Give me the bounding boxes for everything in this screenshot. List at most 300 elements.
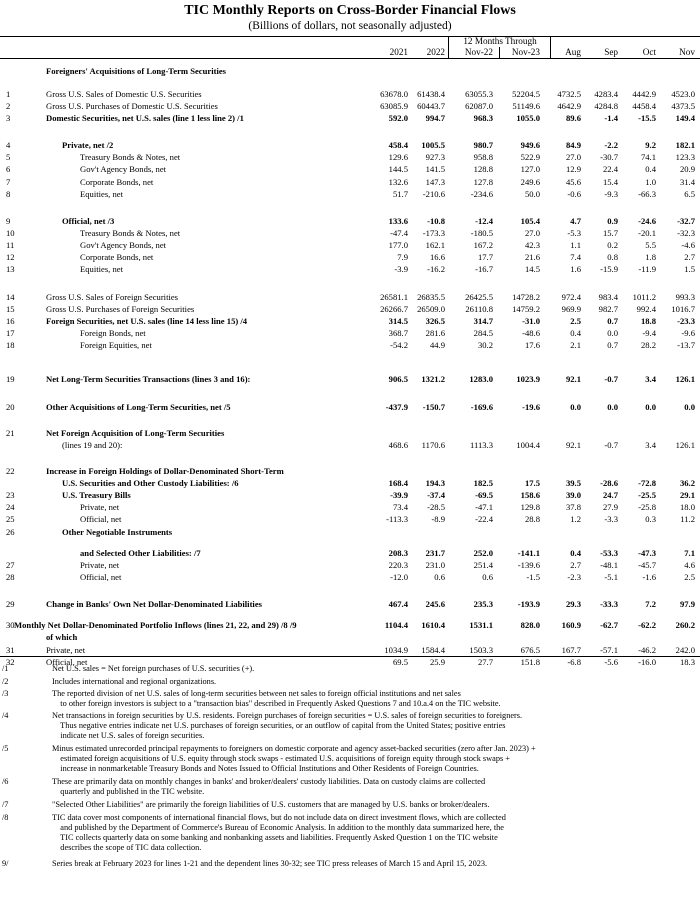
cell-value: 30.2	[477, 340, 493, 350]
cell-value: 9.2	[645, 140, 656, 150]
row-label: Corporate Bonds, net	[80, 252, 154, 262]
cell-value: 24.7	[602, 490, 618, 500]
cell-value: 7.4	[570, 252, 581, 262]
table-row	[0, 527, 700, 538]
cell-value: -25.8	[638, 502, 656, 512]
row-number: 14	[6, 292, 15, 302]
row-label: Gross U.S. Purchases of Foreign Securities	[46, 304, 195, 314]
row-label: (lines 19 and 20):	[62, 440, 123, 450]
table-row	[0, 478, 700, 489]
cell-value: 74.1	[640, 152, 656, 162]
footnote-mark: /5	[2, 744, 9, 753]
row-number: 17	[6, 328, 15, 338]
cell-value: 251.4	[473, 560, 493, 570]
footnote-text: Includes international and regional organizations.	[52, 677, 217, 686]
cell-value: 6.5	[684, 189, 695, 199]
row-number: 25	[6, 514, 15, 524]
cell-value: 17.7	[477, 252, 493, 262]
cell-value: 18.3	[679, 657, 695, 667]
row-number: 15	[6, 304, 15, 314]
cell-value: -10.8	[427, 216, 445, 226]
cell-value: -437.9	[385, 402, 408, 412]
cell-value: 63678.0	[380, 89, 408, 99]
cell-value: -25.5	[638, 490, 656, 500]
cell-value: 151.8	[520, 657, 540, 667]
cell-value: 4523.0	[671, 89, 695, 99]
cell-value: 29.3	[565, 599, 581, 609]
table-row	[0, 101, 700, 112]
footnote-mark: /3	[2, 689, 9, 698]
twelve-months-left-border	[448, 36, 449, 58]
row-label: Other Acquisitions of Long-Term Securities, net /5	[46, 402, 231, 412]
cell-value: -8.9	[431, 514, 445, 524]
table-row	[0, 89, 700, 100]
cell-value: 983.4	[598, 292, 618, 302]
report-subtitle: (Billions of dollars, not seasonally adjusted)	[248, 20, 452, 32]
footnote	[0, 777, 700, 797]
cell-value: 18.8	[640, 316, 656, 326]
footnote	[0, 813, 700, 853]
cell-value: 249.6	[520, 177, 540, 187]
cell-value: 0.4	[645, 164, 656, 174]
header-top-rule	[0, 36, 700, 37]
footnote	[0, 664, 700, 674]
cell-value: -69.5	[475, 490, 493, 500]
row-number: 23	[6, 490, 15, 500]
cell-value: -62.2	[638, 620, 656, 630]
cell-value: 969.9	[561, 304, 581, 314]
column-header: Aug	[565, 47, 581, 57]
cell-value: -1.5	[526, 572, 540, 582]
row-number: 6	[6, 164, 11, 174]
cell-value: 1034.9	[384, 645, 408, 655]
cell-value: 132.6	[388, 177, 408, 187]
cell-value: 92.1	[565, 374, 581, 384]
cell-value: 92.1	[565, 440, 581, 450]
table-row	[0, 264, 700, 275]
cell-value: 160.9	[561, 620, 581, 630]
table-row	[0, 316, 700, 327]
cell-value: 27.0	[565, 152, 581, 162]
row-label: Net Foreign Acquisition of Long-Term Securities	[46, 428, 225, 438]
table-row	[0, 252, 700, 263]
footnote-mark: /2	[2, 677, 9, 686]
cell-value: 1610.4	[421, 620, 445, 630]
cell-value: 828.0	[520, 620, 540, 630]
row-label: Gross U.S. Purchases of Domestic U.S. Securities	[46, 101, 218, 111]
twelve-months-header: 12 Months Through	[463, 36, 537, 46]
cell-value: 123.3	[675, 152, 695, 162]
table-row	[0, 66, 700, 77]
footnote-text: These are primarily data on monthly changes in banks' and broker/dealers' custody liabilities. Data on custody claims are collected	[52, 777, 486, 786]
cell-value: 0.0	[607, 328, 618, 338]
cell-value: 141.5	[425, 164, 445, 174]
cell-value: 4284.8	[594, 101, 618, 111]
cell-value: 26835.5	[417, 292, 445, 302]
cell-value: 12.9	[565, 164, 581, 174]
cell-value: -0.7	[604, 374, 618, 384]
row-number: 18	[6, 340, 15, 350]
cell-value: 0.0	[607, 402, 618, 412]
cell-value: 1005.5	[421, 140, 445, 150]
cell-value: 126.1	[675, 374, 695, 384]
row-label: Official, net	[46, 657, 88, 667]
cell-value: 162.1	[425, 240, 445, 250]
cell-value: 245.6	[425, 599, 445, 609]
table-row	[0, 164, 700, 175]
cell-value: -173.3	[422, 228, 445, 238]
footnote	[0, 711, 700, 741]
table-row	[0, 374, 700, 385]
cell-value: 314.7	[473, 316, 493, 326]
cell-value: 0.3	[645, 514, 656, 524]
cell-value: 993.3	[675, 292, 695, 302]
cell-value: 7.9	[397, 252, 408, 262]
cell-value: 168.4	[388, 478, 408, 488]
cell-value: -62.7	[600, 620, 618, 630]
cell-value: 1004.4	[516, 440, 540, 450]
cell-value: 1170.6	[421, 440, 445, 450]
cell-value: -32.7	[677, 216, 695, 226]
cell-value: 0.6	[434, 572, 445, 582]
cell-value: -3.3	[604, 514, 618, 524]
footnote	[0, 689, 700, 709]
footnote-text: increase in nonmarketable Treasury Bonds and Notes Issued to Official Institutions and Other Residents of Foreign Countries.	[52, 764, 479, 773]
column-header: Nov	[679, 47, 695, 57]
cell-value: 14759.2	[512, 304, 540, 314]
row-label: Other Negotiable Instruments	[62, 527, 173, 537]
cell-value: -15.9	[600, 264, 618, 274]
row-number: 19	[6, 374, 15, 384]
table-row	[0, 490, 700, 501]
cell-value: -150.7	[422, 402, 445, 412]
cell-value: 28.8	[524, 514, 540, 524]
cell-value: -57.1	[600, 645, 618, 655]
cell-value: 177.0	[388, 240, 408, 250]
cell-value: 0.4	[570, 328, 581, 338]
table-row	[0, 645, 700, 656]
cell-value: 45.6	[565, 177, 581, 187]
cell-value: -113.3	[386, 514, 408, 524]
cell-value: -47.1	[475, 502, 493, 512]
cell-value: -5.6	[604, 657, 618, 667]
cell-value: 25.9	[429, 657, 445, 667]
cell-value: -1.4	[604, 113, 618, 123]
cell-value: -12.4	[475, 216, 493, 226]
cell-value: 1531.1	[469, 620, 493, 630]
cell-value: 182.5	[473, 478, 493, 488]
table-row	[0, 177, 700, 188]
cell-value: -30.7	[600, 152, 618, 162]
row-number: 13	[6, 264, 15, 274]
row-number: 9	[6, 216, 11, 226]
table-row	[0, 560, 700, 571]
cell-value: 0.4	[570, 548, 581, 558]
cell-value: 958.8	[473, 152, 493, 162]
row-label: Gov't Agency Bonds, net	[80, 164, 167, 174]
cell-value: -66.3	[638, 189, 656, 199]
cell-value: 31.4	[679, 177, 695, 187]
cell-value: 7.1	[684, 548, 695, 558]
cell-value: 0.7	[607, 340, 618, 350]
cell-value: 27.9	[602, 502, 618, 512]
table-row	[0, 514, 700, 525]
footnote-mark: /8	[2, 813, 9, 822]
cell-value: 4283.4	[594, 89, 618, 99]
table-row	[0, 620, 700, 631]
cell-value: -48.6	[522, 328, 540, 338]
cell-value: 26266.7	[380, 304, 408, 314]
footnote-text: Net transactions in foreign securities by U.S. residents. Foreign purchases of foreign securities = U.S. sales of foreign securities to foreigners.	[52, 711, 523, 720]
footnote-text: "Selected Other Liabilities" are primarily the foreign liabilities of U.S. customers that are managed by U.S. banks or broker/dealers.	[52, 800, 490, 809]
cell-value: 14.5	[524, 264, 540, 274]
cell-value: -72.8	[638, 478, 656, 488]
cell-value: 39.0	[565, 490, 581, 500]
cell-value: -48.1	[600, 560, 618, 570]
cell-value: 26425.5	[465, 292, 493, 302]
cell-value: 326.5	[425, 316, 445, 326]
cell-value: 522.9	[520, 152, 540, 162]
cell-value: 1.5	[684, 264, 695, 274]
table-row	[0, 189, 700, 200]
cell-value: 3.4	[645, 374, 656, 384]
cell-value: -16.2	[427, 264, 445, 274]
cell-value: 252.0	[473, 548, 493, 558]
table-row	[0, 502, 700, 513]
cell-value: 26509.0	[417, 304, 445, 314]
cell-value: -1.6	[642, 572, 656, 582]
row-number: 5	[6, 152, 11, 162]
table-row	[0, 548, 700, 559]
cell-value: 63055.3	[465, 89, 493, 99]
row-label: Gross U.S. Sales of Domestic U.S. Securities	[46, 89, 202, 99]
cell-value: -31.0	[522, 316, 540, 326]
cell-value: 144.5	[388, 164, 408, 174]
cell-value: 63085.9	[380, 101, 408, 111]
row-number: 27	[6, 560, 15, 570]
row-label: and Selected Other Liabilities: /7	[80, 548, 201, 558]
cell-value: -11.9	[638, 264, 656, 274]
row-number: 31	[6, 645, 15, 655]
cell-value: 4.7	[570, 216, 581, 226]
cell-value: 972.4	[561, 292, 581, 302]
cell-value: -193.9	[517, 599, 540, 609]
cell-value: -180.5	[470, 228, 493, 238]
cell-value: 0.0	[570, 402, 581, 412]
column-header: 2021	[389, 47, 408, 57]
cell-value: 0.8	[607, 252, 618, 262]
cell-value: 1503.3	[469, 645, 493, 655]
cell-value: -22.4	[475, 514, 493, 524]
row-number: 29	[6, 599, 15, 609]
cell-value: 4732.5	[557, 89, 581, 99]
cell-value: 281.6	[425, 328, 445, 338]
cell-value: 84.9	[565, 140, 581, 150]
footnote-text: Thus negative entries indicate net U.S. purchases of foreign securities, or an outflow of capital from the United States; positive entries	[52, 721, 506, 730]
cell-value: 18.0	[679, 502, 695, 512]
cell-value: 1023.9	[516, 374, 540, 384]
cell-value: 1.6	[570, 264, 581, 274]
column-header: Nov-22	[464, 47, 493, 57]
footnote	[0, 744, 700, 774]
cell-value: 182.1	[675, 140, 695, 150]
table-row	[0, 216, 700, 227]
table-row	[0, 304, 700, 315]
cell-value: 17.6	[524, 340, 540, 350]
cell-value: 158.6	[520, 490, 540, 500]
footnote-mark: /4	[2, 711, 9, 720]
cell-value: -234.6	[470, 189, 493, 199]
cell-value: 2.5	[570, 316, 581, 326]
footnote-text: indicate net U.S. sales of foreign securities.	[52, 731, 205, 740]
cell-value: -13.7	[677, 340, 695, 350]
cell-value: 27.0	[524, 228, 540, 238]
cell-value: 52204.5	[512, 89, 540, 99]
cell-value: 1055.0	[516, 113, 540, 123]
row-number: 4	[6, 140, 11, 150]
cell-value: -141.1	[517, 548, 540, 558]
cell-value: 36.2	[679, 478, 695, 488]
cell-value: 906.5	[388, 374, 408, 384]
footnote-text: Minus estimated unrecorded principal repayments to foreigners on domestic corporate and agency asset-backed securities (zero after Jan. 2023) +	[52, 744, 536, 753]
cell-value: 11.2	[680, 514, 695, 524]
cell-value: -47.3	[638, 548, 656, 558]
cell-value: 992.4	[636, 304, 656, 314]
table-bottom-rule	[0, 656, 700, 657]
cell-value: -9.3	[604, 189, 618, 199]
footnote-mark: /6	[2, 777, 9, 786]
cell-value: -19.6	[522, 402, 540, 412]
cell-value: 29.1	[679, 490, 695, 500]
row-label: Foreign Bonds, net	[80, 328, 146, 338]
column-header: Nov-23	[511, 47, 540, 57]
row-number: 12	[6, 252, 15, 262]
cell-value: -0.7	[604, 440, 618, 450]
row-number: 26	[6, 527, 15, 537]
cell-value: -12.0	[390, 572, 408, 582]
cell-value: -210.6	[422, 189, 445, 199]
footnote-text: to other foreign investors is subject to a "transaction bias" described in Frequently Asked Questions 7 and 10.a.4 on the TIC website.	[52, 699, 501, 708]
cell-value: 167.2	[473, 240, 493, 250]
row-number: 32	[6, 657, 15, 667]
cell-value: 97.9	[679, 599, 695, 609]
cell-value: 231.0	[425, 560, 445, 570]
cell-value: 592.0	[388, 113, 408, 123]
cell-value: 2.7	[684, 252, 695, 262]
row-number: 22	[6, 466, 15, 476]
row-label: Increase in Foreign Holdings of Dollar-Denominated Short-Term	[46, 466, 284, 476]
cell-value: 42.3	[524, 240, 540, 250]
row-label: Domestic Securities, net U.S. sales (line 1 less line 2) /1	[46, 113, 244, 123]
cell-value: -4.6	[681, 240, 695, 250]
row-label: U.S. Securities and Other Custody Liabilities: /6	[62, 478, 239, 488]
cell-value: -3.9	[394, 264, 408, 274]
cell-value: 105.4	[520, 216, 540, 226]
footnote-text: describes the scope of TIC data collection.	[52, 843, 202, 852]
cell-value: 1321.2	[421, 374, 445, 384]
cell-value: 149.4	[675, 113, 695, 123]
cell-value: -16.7	[475, 264, 493, 274]
cell-value: -2.2	[604, 140, 618, 150]
table-row	[0, 632, 700, 643]
cell-value: 468.6	[388, 440, 408, 450]
cell-value: 2.1	[570, 340, 581, 350]
row-number: 20	[6, 402, 15, 412]
cell-value: 4442.9	[632, 89, 656, 99]
table-row	[0, 152, 700, 163]
row-label: Monthly Net Dollar-Denominated Portfolio Inflows (lines 21, 22, and 29) /8 /9	[14, 620, 297, 630]
cell-value: 15.4	[602, 177, 618, 187]
cell-value: 0.2	[607, 240, 618, 250]
cell-value: 27.7	[477, 657, 493, 667]
row-label: Foreign Equities, net	[80, 340, 152, 350]
cell-value: 50.0	[524, 189, 540, 199]
footnote-text: Series break at February 2023 for lines 1-21 and the dependent lines 30-32; see TIC press releases of March 15 and April 15, 2023.	[52, 859, 488, 868]
cell-value: -24.6	[638, 216, 656, 226]
table-row	[0, 140, 700, 151]
header-bottom-rule	[0, 58, 700, 59]
row-number: 10	[6, 228, 15, 238]
cell-value: -37.4	[427, 490, 445, 500]
cell-value: -5.3	[567, 228, 581, 238]
cell-value: -33.3	[600, 599, 618, 609]
cell-value: -53.3	[600, 548, 618, 558]
row-number: 3	[6, 113, 11, 123]
footnote-text: The reported division of net U.S. sales of long-term securities between net sales to foreign official institutions and net sales	[52, 689, 461, 698]
row-number: 7	[6, 177, 11, 187]
cell-value: -46.2	[638, 645, 656, 655]
cell-value: 284.5	[473, 328, 493, 338]
cell-value: 982.7	[598, 304, 618, 314]
cell-value: -23.3	[677, 316, 695, 326]
cell-value: -0.6	[567, 189, 581, 199]
cell-value: 20.9	[679, 164, 695, 174]
cell-value: 1283.0	[469, 374, 493, 384]
cell-value: 51.7	[392, 189, 408, 199]
cell-value: 0.0	[645, 402, 656, 412]
row-number: 30	[6, 620, 15, 630]
table-row	[0, 292, 700, 303]
row-number: 21	[6, 428, 15, 438]
cell-value: 4373.5	[671, 101, 695, 111]
cell-value: 37.8	[565, 502, 581, 512]
cell-value: -32.3	[677, 228, 695, 238]
report-title: TIC Monthly Reports on Cross-Border Financial Flows	[184, 3, 516, 18]
row-number: 28	[6, 572, 15, 582]
cell-value: -5.1	[604, 572, 618, 582]
row-label: U.S. Treasury Bills	[62, 490, 131, 500]
cell-value: 1011.2	[632, 292, 656, 302]
cell-value: 62087.0	[465, 101, 493, 111]
row-number: 24	[6, 502, 15, 512]
cell-value: -45.7	[638, 560, 656, 570]
cell-value: 968.3	[473, 113, 493, 123]
cell-value: 1.1	[570, 240, 581, 250]
footnote-text: TIC collects quarterly data on some banking and nonbanking assets and liabilities. Frequently Asked Question 1 on the TIC website	[52, 833, 498, 842]
cell-value: 1.0	[645, 177, 656, 187]
cell-value: -47.4	[390, 228, 408, 238]
cell-value: 2.5	[684, 572, 695, 582]
cell-value: 89.6	[565, 113, 581, 123]
cell-value: 14728.2	[512, 292, 540, 302]
cell-value: -28.6	[600, 478, 618, 488]
table-row	[0, 466, 700, 477]
cell-value: 73.4	[392, 502, 408, 512]
cell-value: 235.3	[473, 599, 493, 609]
row-label: Private, net	[46, 645, 86, 655]
cell-value: 994.7	[425, 113, 445, 123]
row-label: Gov't Agency Bonds, net	[80, 240, 167, 250]
